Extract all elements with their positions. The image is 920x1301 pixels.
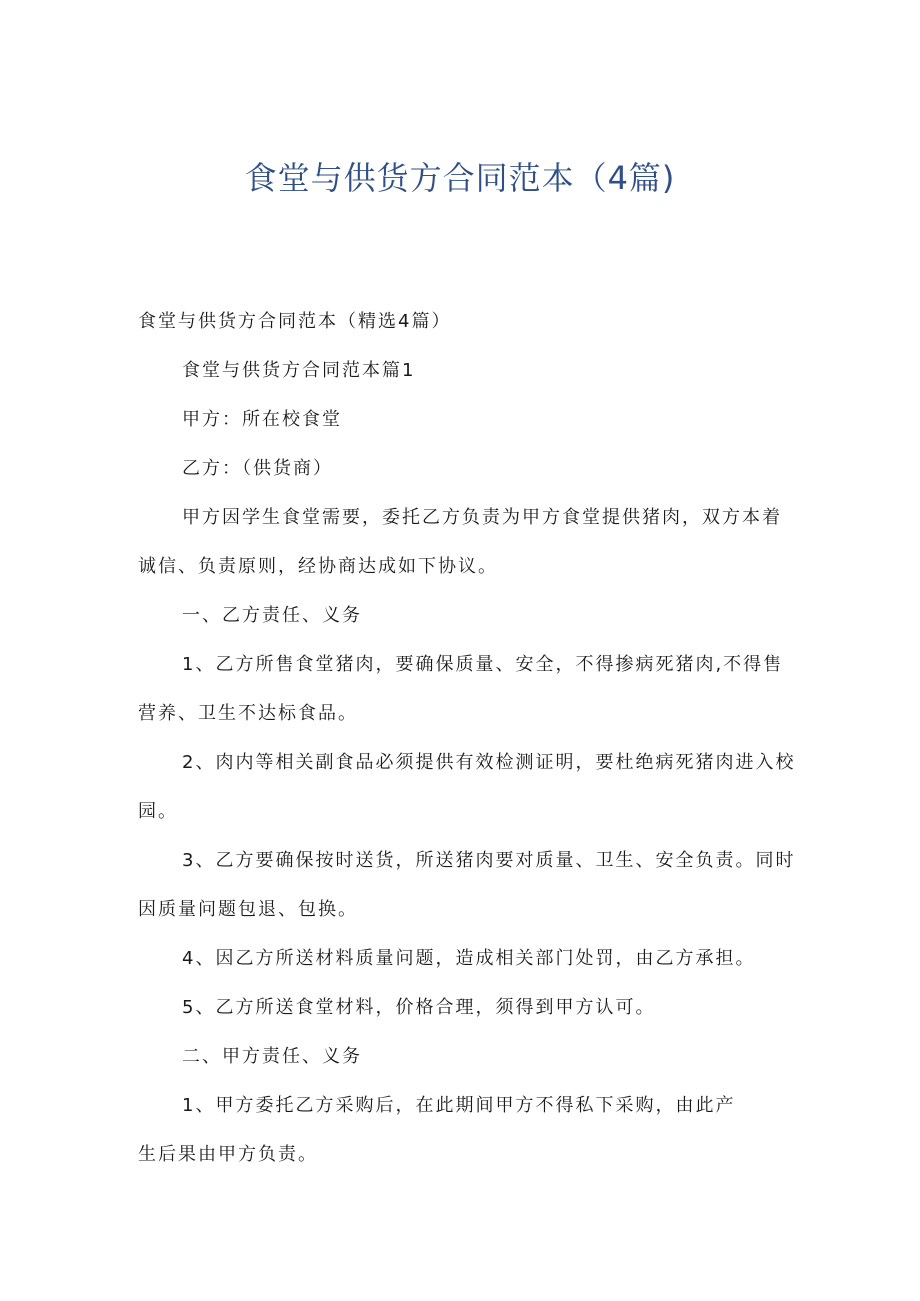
document-title: 食堂与供货方合同范本（4篇) <box>244 159 676 197</box>
clause-heading: 二、甲方责任、义务 <box>182 1046 362 1067</box>
paragraph-line: 甲方因学生食堂需要，委托乙方负责为甲方食堂提供猪肉，双方本着 <box>182 507 782 528</box>
paragraph-line: 生后果由甲方负责。 <box>138 1144 318 1165</box>
party-a-line: 甲方：所在校食堂 <box>182 409 342 430</box>
doc-subtitle: 食堂与供货方合同范本（精选4篇） <box>138 311 452 332</box>
party-b-line: 乙方：（供货商） <box>182 458 333 479</box>
paragraph-line: 5、乙方所送食堂材料，价格合理，须得到甲方认可。 <box>182 997 656 1018</box>
paragraph-line: 1、甲方委托乙方采购后，在此期间甲方不得私下采购，由此产 <box>182 1095 736 1116</box>
paragraph-line: 2、肉内等相关副食品必须提供有效检测证明，要杜绝病死猪肉进入校 <box>182 752 796 773</box>
clause-heading: 一、乙方责任、义务 <box>182 605 362 626</box>
paragraph-line: 因质量问题包退、包换。 <box>138 899 358 920</box>
paragraph-line: 诚信、负责原则，经协商达成如下协议。 <box>138 556 498 577</box>
paragraph-line: 3、乙方要确保按时送货，所送猪肉要对质量、卫生、安全负责。同时 <box>182 850 796 871</box>
paragraph-line: 4、因乙方所送材料质量问题，造成相关部门处罚，由乙方承担。 <box>182 948 756 969</box>
paragraph-line: 营养、卫生不达标食品。 <box>138 703 358 724</box>
paragraph-line: 园。 <box>138 801 178 822</box>
section-heading: 食堂与供货方合同范本篇1 <box>182 360 416 381</box>
paragraph-line: 1、乙方所售食堂猪肉，要确保质量、安全，不得掺病死猪肉,不得售 <box>182 654 784 675</box>
